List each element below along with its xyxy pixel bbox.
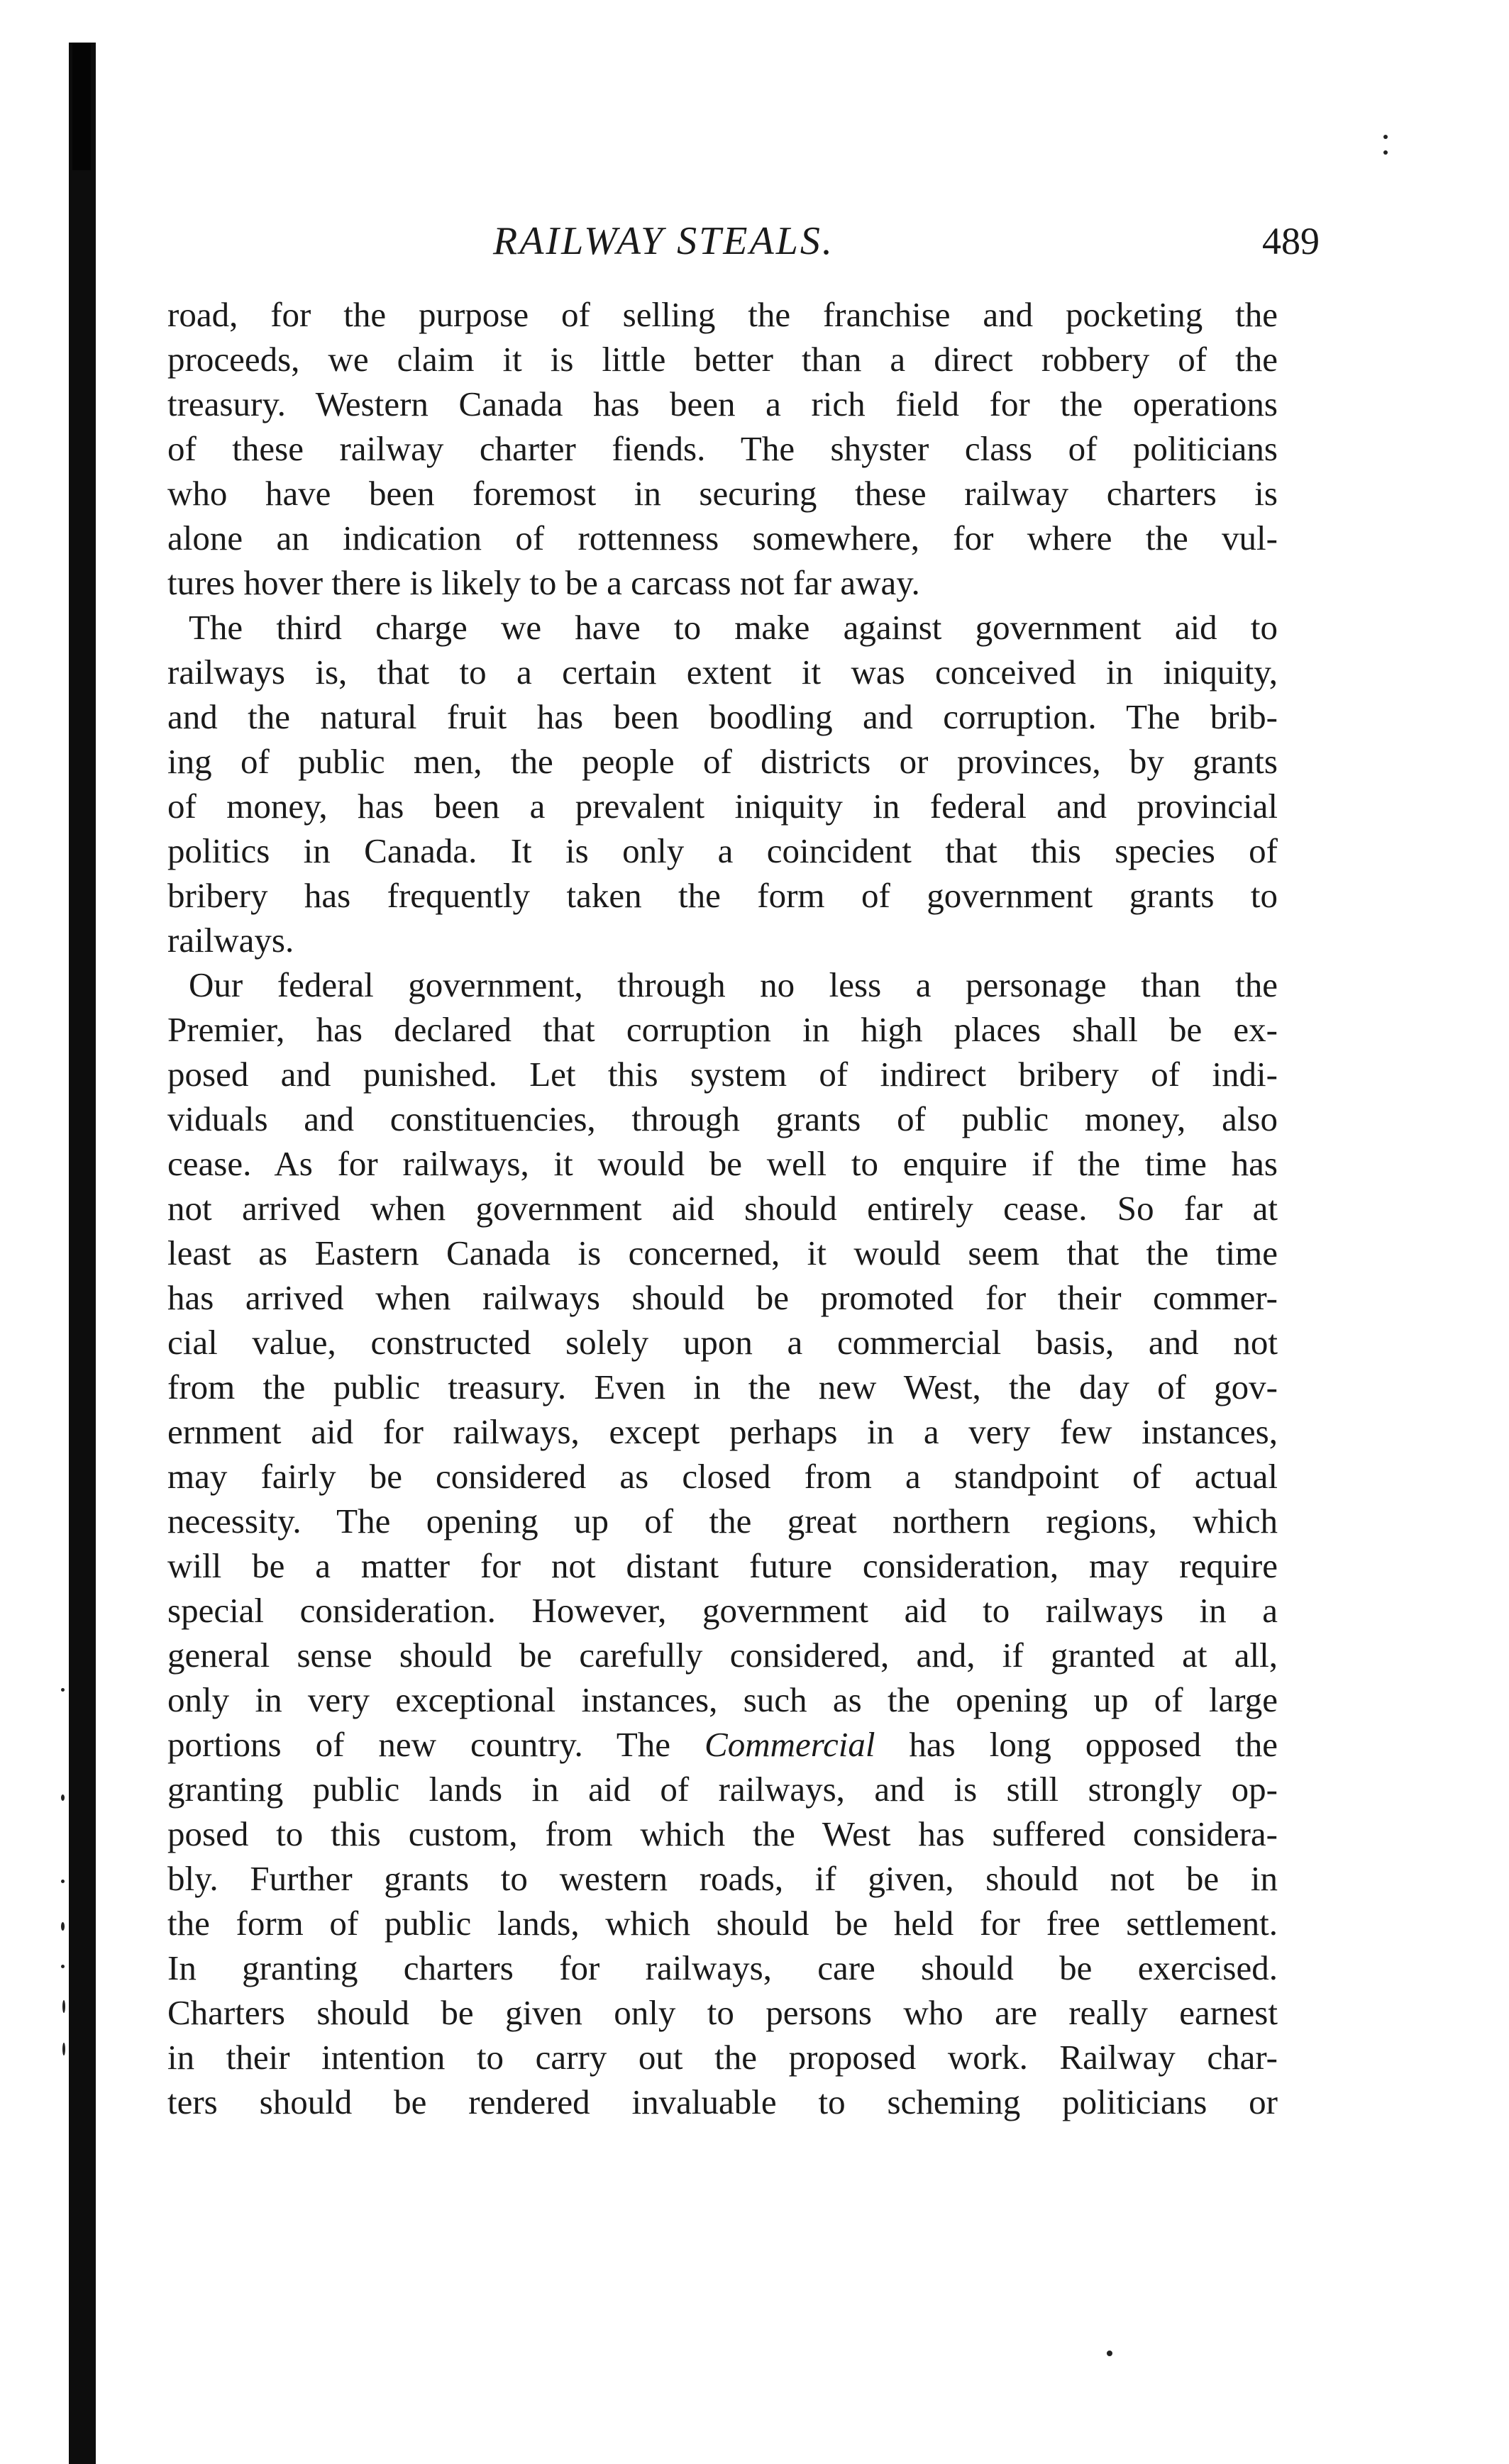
scan-speck: [61, 1688, 65, 1692]
text-line: may fairly be considered as closed from a standpoint of actual: [167, 1457, 1278, 1496]
text-line: Charters should be given only to persons who are really earnest: [167, 1993, 1278, 2032]
text-line: bribery has frequently taken the form of government grants to: [167, 876, 1278, 915]
running-head: RAILWAY STEALS.: [493, 219, 834, 263]
scan-speck: [1107, 2351, 1112, 2356]
text-line: not arrived when government aid should entirely cease. So far at: [167, 1189, 1278, 1228]
text-line: who have been foremost in securing these railway charters is: [167, 474, 1278, 513]
scan-speck: [61, 1922, 65, 1931]
text-line: [167, 1722, 1278, 1767]
text-line: viduals and constituencies, through grants of public money, also: [167, 1099, 1278, 1138]
scan-speck: [61, 1880, 65, 1883]
page-number: 489: [1262, 220, 1320, 262]
text-line: alone an indication of rottenness somewhere, for where the vul-: [167, 518, 1278, 557]
text-line: ing of public men, the people of districts or provinces, by grants: [167, 742, 1278, 781]
text-line: only in very exceptional instances, such as the opening up of large: [167, 1680, 1278, 1719]
text-line: special consideration. However, government aid to railways in a: [167, 1591, 1278, 1630]
text-line: treasury. Western Canada has been a rich field for the operations: [167, 384, 1278, 423]
text-line: granting public lands in aid of railways, and is still strongly op-: [167, 1770, 1278, 1809]
text-line: railways.: [167, 921, 294, 960]
text-line: cease. As for railways, it would be well to enquire if the time has: [167, 1144, 1278, 1183]
text-line: of these railway charter fiends. The shyster class of politicians: [167, 429, 1278, 468]
text-line: The third charge we have to make against government aid to: [189, 608, 1278, 647]
text-line: ernment aid for railways, except perhaps in a very few instances,: [167, 1412, 1278, 1451]
text-line: proceeds, we claim it is little better than a direct robbery of the: [167, 340, 1278, 379]
text-line: necessity. The opening up of the great northern regions, which: [167, 1502, 1278, 1541]
text-line: railways is, that to a certain extent it was conceived in iniquity,: [167, 653, 1278, 692]
scan-speck: [61, 1794, 65, 1801]
text-line: bly. Further grants to western roads, if given, should not be in: [167, 1859, 1278, 1898]
text-line: general sense should be carefully considered, and, if granted at all,: [167, 1636, 1278, 1675]
text-line: ters should be rendered invaluable to scheming politicians or: [167, 2082, 1278, 2121]
text-line: Our federal government, through no less a personage than the: [189, 965, 1278, 1004]
text-line: posed to this custom, from which the West has suffered considera-: [167, 1814, 1278, 1853]
text-line: from the public treasury. Even in the new West, the day of gov-: [167, 1367, 1278, 1406]
text-line: and the natural fruit has been boodling and corruption. The brib-: [167, 697, 1278, 736]
text-line: in their intention to carry out the proposed work. Railway char-: [167, 2038, 1278, 2077]
scan-speck: [1383, 135, 1388, 139]
text-line: Premier, has declared that corruption in high places shall be ex-: [167, 1010, 1278, 1049]
scan-speck: [62, 2043, 65, 2055]
text-line: least as Eastern Canada is concerned, it would seem that the time: [167, 1233, 1278, 1272]
text-line: road, for the purpose of selling the franchise and pocketing the: [167, 295, 1278, 334]
text-line: the form of public lands, which should be held for free settlement.: [167, 1904, 1278, 1943]
text-line: tures hover there is likely to be a carcass not far away.: [167, 563, 920, 602]
italic-title: Commercial: [704, 1725, 875, 1764]
text-segment: portions of new country. The: [167, 1725, 705, 1764]
text-line: politics in Canada. It is only a coincident that this species of: [167, 831, 1278, 870]
scan-speck: [62, 2000, 65, 2013]
page-header: [170, 213, 1320, 270]
text-line: of money, has been a prevalent iniquity in federal and provincial: [167, 787, 1278, 826]
text-line: will be a matter for not distant future consideration, may require: [167, 1546, 1278, 1585]
text-line: In granting charters for railways, care should be exercised.: [167, 1948, 1278, 1987]
body-text: [167, 292, 1278, 2124]
page-binding-edge: [69, 43, 96, 2464]
text-line: has arrived when railways should be promoted for their commer-: [167, 1278, 1278, 1317]
scan-speck: [1383, 150, 1388, 155]
text-segment: has long opposed the: [875, 1725, 1278, 1764]
text-line: cial value, constructed solely upon a commercial basis, and not: [167, 1323, 1278, 1362]
scan-speck: [61, 1965, 65, 1968]
text-line: posed and punished. Let this system of indirect bribery of indi-: [167, 1055, 1278, 1094]
page-binding-edge-shadow: [72, 43, 91, 170]
